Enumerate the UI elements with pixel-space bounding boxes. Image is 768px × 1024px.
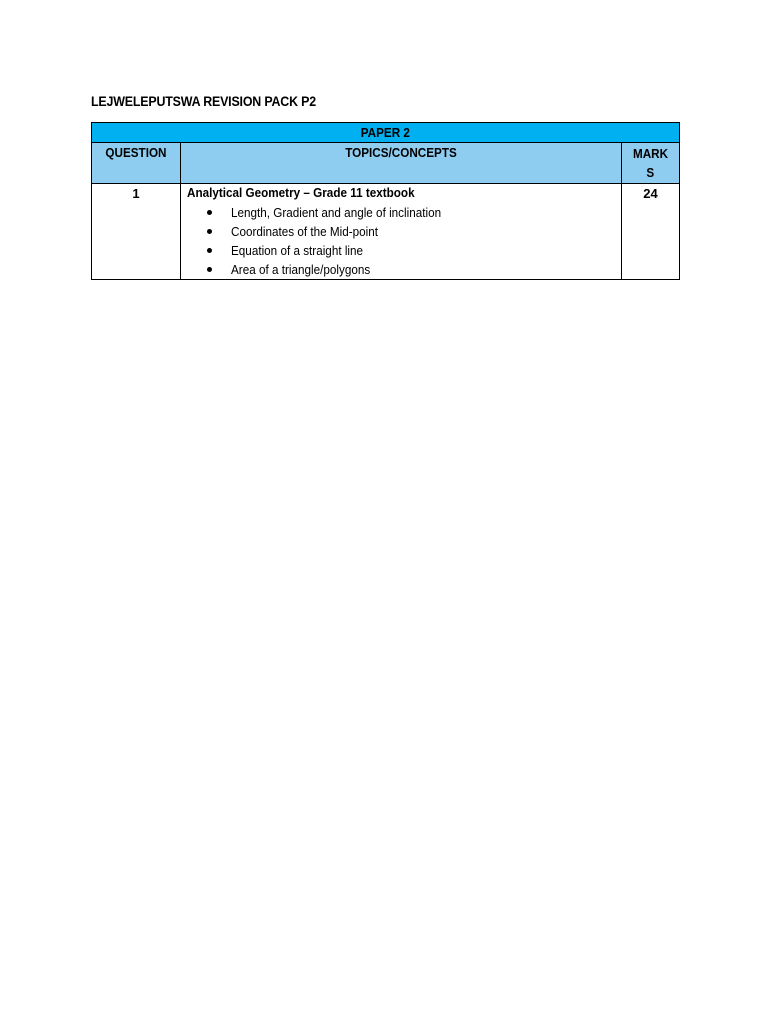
marks-cell — [622, 184, 680, 280]
bullet-icon — [207, 248, 212, 253]
list-item-text: Length, Gradient and angle of inclination — [231, 205, 442, 220]
question-number: 1 — [132, 186, 140, 201]
paper-banner — [92, 123, 680, 143]
question-number-cell — [92, 184, 181, 280]
paper-banner-label: PAPER 2 — [360, 125, 411, 140]
list-item-text: Equation of a straight line — [231, 243, 364, 258]
column-header-marks-line1: MARK — [632, 146, 669, 161]
list-item — [187, 241, 621, 260]
table-banner-row — [92, 123, 680, 143]
column-header-question-label: QUESTION — [105, 145, 167, 160]
column-header-question — [92, 143, 181, 184]
topics-cell — [181, 184, 622, 280]
paper-topics-table — [91, 122, 680, 280]
column-header-marks — [622, 143, 680, 184]
topic-list — [187, 203, 621, 279]
bullet-icon — [207, 229, 212, 234]
topic-heading — [187, 184, 621, 203]
list-item — [187, 203, 621, 222]
topic-heading-text: Analytical Geometry – Grade 11 textbook — [187, 185, 415, 200]
marks-value: 24 — [643, 186, 658, 201]
column-header-marks-line2: S — [646, 165, 655, 180]
bullet-icon — [207, 267, 212, 272]
list-item-text: Area of a triangle/polygons — [231, 262, 371, 277]
column-header-topics-label: TOPICS/CONCEPTS — [345, 145, 457, 160]
bullet-icon — [207, 210, 212, 215]
list-item — [187, 222, 621, 241]
list-item-text: Coordinates of the Mid-point — [231, 224, 378, 239]
table-header-row — [92, 143, 680, 184]
document-title: LEJWELEPUTSWA REVISION PACK P2 — [91, 94, 316, 109]
list-item — [187, 260, 621, 279]
table-row — [92, 184, 680, 280]
column-header-topics — [181, 143, 622, 184]
